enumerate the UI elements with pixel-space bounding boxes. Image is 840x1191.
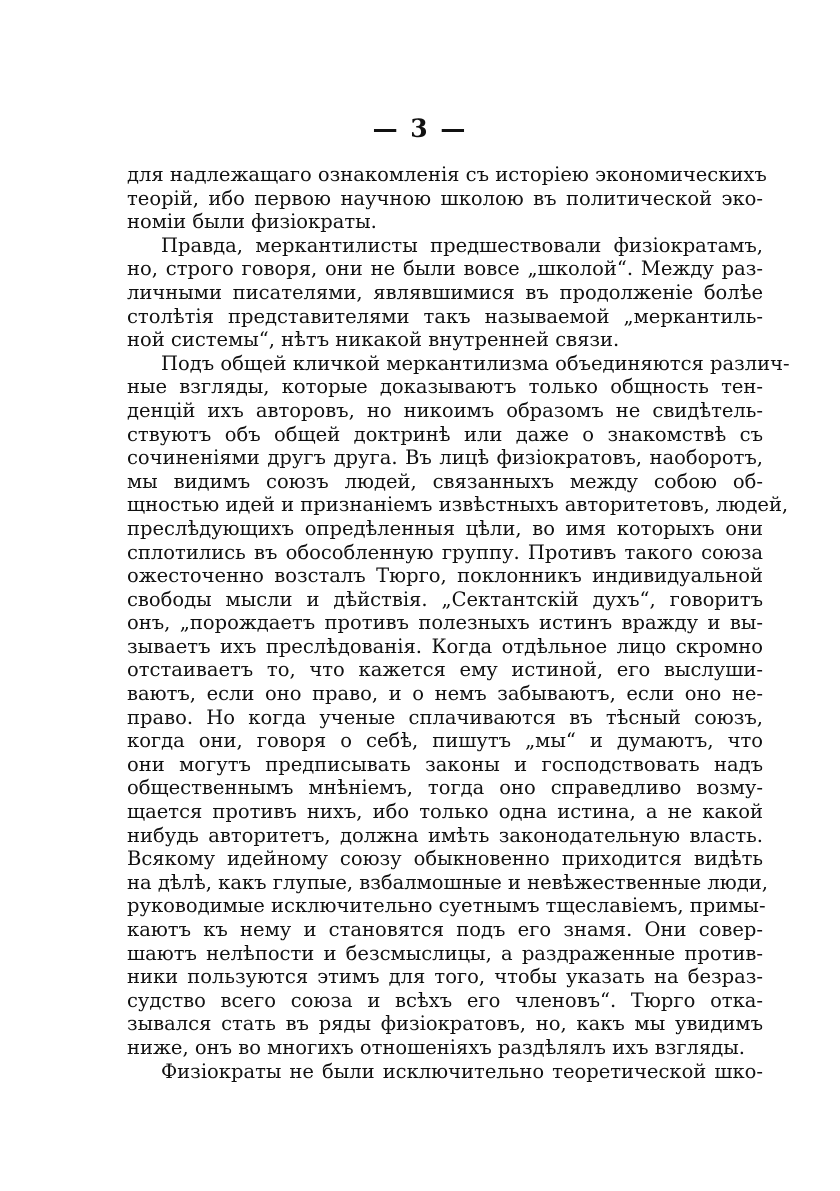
text-line: общественнымъ мнѣніемъ, тогда оно справедливо возму-	[127, 776, 763, 800]
text-line: но, строго говоря, они не были вовсе „школой“. Между раз-	[127, 257, 763, 281]
text-line: личными писателями, являвшимися въ продолженіе болѣе	[127, 280, 763, 304]
text-line: онъ, „порождаетъ противъ полезныхъ истинъ вражду и вы-	[127, 611, 763, 635]
text-line: ниже, онъ во многихъ отношеніяхъ раздѣлялъ ихъ взгляды.	[127, 1035, 745, 1059]
text-line: Подъ общей кличкой меркантилизма объединяются различ-	[161, 351, 790, 375]
text-line: ствуютъ объ общей доктринѣ или даже о знакомствѣ съ	[127, 422, 763, 446]
text-line: каютъ къ нему и становятся подъ его знамя. Они совер-	[127, 918, 763, 941]
text-line: теорій, ибо первою научною школою въ политической эко-	[127, 186, 763, 210]
text-line: руководимые исключительно суетнымъ тщеславіемъ, примы-	[127, 894, 766, 918]
page-number: — 3 —	[372, 114, 468, 143]
text-line: когда они, говоря о себѣ, пишутъ „мы“ и думаютъ, что	[127, 729, 763, 753]
text-line: судство всего союза и всѣхъ его членовъ“. Тюрго отка-	[127, 988, 763, 1012]
text-line: свободы мысли и дѣйствія. „Сектантскій духъ“, говоритъ	[127, 587, 763, 611]
text-line: денцій ихъ авторовъ, но никоимъ образомъ не свидѣтель-	[127, 398, 763, 422]
text-line: для надлежащаго ознакомленія съ исторіею экономическихъ	[127, 163, 767, 186]
text-line: щностью идей и признаніемъ извѣстныхъ авторитетовъ, людей,	[127, 493, 789, 517]
text-line: сочиненіями другъ друга. Въ лицѣ физіократовъ, наоборотъ,	[127, 446, 763, 470]
text-line: нибудь авторитетъ, должна имѣть законодательную власть.	[127, 823, 763, 847]
body-text	[127, 163, 790, 1083]
text-line: сплотились въ обособленную группу. Противъ такого союза	[127, 540, 763, 564]
text-line: щается противъ нихъ, ибо только одна истина, а не какой	[127, 800, 763, 824]
text-line: номіи были физіократы.	[127, 210, 377, 234]
text-line: ожесточенно возсталъ Тюрго, поклонникъ индивидуальной	[127, 564, 763, 588]
text-line: зывался стать въ ряды физіократовъ, но, какъ мы увидимъ	[127, 1012, 763, 1036]
text-line: преслѣдующихъ опредѣленныя цѣли, во имя которыхъ они	[127, 516, 763, 540]
text-line: Физіократы не были исключительно теоретической шко-	[161, 1059, 763, 1083]
text-line: ники пользуются этимъ для того, чтобы указать на безраз-	[127, 965, 763, 989]
text-line: Правда, меркантилисты предшествовали физіократамъ,	[161, 233, 763, 257]
text-line: они могутъ предписывать законы и господствовать надъ	[127, 752, 763, 776]
text-line: отстаиваетъ то, что кажется ему истиной, его выслуши-	[127, 658, 763, 682]
text-line: ные взгляды, которые доказываютъ только общность тен-	[127, 375, 763, 399]
text-line: Всякому идейному союзу обыкновенно приходится видѣть	[127, 847, 763, 871]
text-line: зываетъ ихъ преслѣдованія. Когда отдѣльное лицо скромно	[127, 634, 763, 658]
text-line: ваютъ, если оно право, и о немъ забываютъ, если оно не-	[127, 682, 763, 706]
text-line: шаютъ нелѣпости и безсмыслицы, а раздраженные против-	[127, 941, 763, 965]
text-line: столѣтія представителями такъ называемой „меркантиль-	[127, 304, 763, 328]
text-line: ной системы“, нѣтъ никакой внутренней связи.	[127, 328, 620, 352]
text-line: на дѣлѣ, какъ глупые, взбалмошные и невѣжественные люди,	[127, 870, 768, 894]
text-line: право. Но когда ученые сплачиваются въ тѣсный союзъ,	[127, 705, 763, 729]
text-line: мы видимъ союзъ людей, связанныхъ между собою об-	[127, 469, 763, 493]
